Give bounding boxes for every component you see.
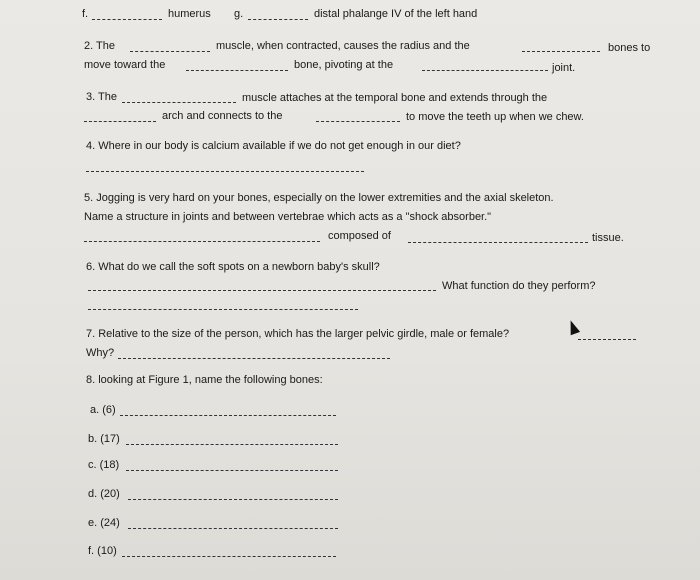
q3-line2-tail: to move the teeth up when we chew. — [406, 111, 584, 123]
q2-line2-tail: joint. — [552, 62, 576, 74]
q5-composed: composed of — [328, 230, 391, 242]
line-f-answer: humerus — [168, 8, 211, 20]
q8-item: d. (20) — [88, 488, 120, 500]
blank-line[interactable] — [126, 444, 338, 445]
q3-line2-mid: arch and connects to the — [162, 110, 283, 122]
blank-line[interactable] — [88, 309, 358, 310]
q3-lead: 3. The — [86, 91, 117, 103]
blank-line[interactable] — [86, 171, 364, 172]
line-g-label: g. — [234, 8, 244, 20]
blank-line[interactable] — [128, 528, 338, 529]
q2-line2-lead: move toward the — [84, 59, 166, 71]
q8-item: c. (18) — [88, 459, 120, 471]
q8-item: a. (6) — [90, 404, 116, 416]
blank-line[interactable] — [316, 121, 400, 122]
blank-line[interactable] — [84, 241, 320, 242]
q6-text: 6. What do we call the soft spots on a newborn baby's skull? — [86, 261, 380, 273]
blank-line[interactable] — [128, 499, 338, 500]
blank-line[interactable] — [126, 470, 338, 471]
mouse-pointer-icon — [566, 319, 580, 336]
q8-text: 8. looking at Figure 1, name the following bones: — [86, 374, 323, 386]
q2-tail: bones to — [608, 42, 651, 54]
q5-line2: Name a structure in joints and between vertebrae which acts as a "shock absorber." — [84, 211, 492, 223]
q5-tissue: tissue. — [592, 232, 624, 244]
blank-line[interactable] — [422, 70, 548, 71]
blank-line[interactable] — [118, 358, 390, 359]
blank-line[interactable] — [84, 121, 156, 122]
q2-line2-mid: bone, pivoting at the — [294, 59, 394, 71]
q2-lead: 2. The — [84, 40, 115, 52]
q2-mid: muscle, when contracted, causes the radius and the — [216, 40, 470, 52]
blank-line[interactable] — [122, 102, 236, 103]
blank-line[interactable] — [88, 290, 436, 291]
blank-line[interactable] — [408, 242, 588, 243]
blank-line[interactable] — [522, 51, 600, 52]
blank-line[interactable] — [92, 19, 162, 20]
blank-line[interactable] — [248, 19, 308, 20]
q5-line1: 5. Jogging is very hard on your bones, especially on the lower extremities and the axial skeleton. — [84, 192, 554, 204]
line-g-answer: distal phalange IV of the left hand — [314, 8, 478, 20]
blank-line[interactable] — [130, 51, 210, 52]
q7-why: Why? — [86, 347, 115, 359]
line-f-label: f. — [82, 8, 89, 20]
blank-line[interactable] — [120, 415, 336, 416]
q4-text: 4. Where in our body is calcium available if we do not get enough in our diet? — [86, 140, 461, 152]
blank-line[interactable] — [578, 339, 636, 340]
q7-text: 7. Relative to the size of the person, which has the larger pelvic girdle, male or female? — [86, 328, 510, 340]
q3-mid: muscle attaches at the temporal bone and extends through the — [242, 92, 548, 104]
blank-line[interactable] — [122, 556, 336, 557]
q8-item: b. (17) — [88, 433, 120, 445]
q8-item: f. (10) — [88, 545, 117, 557]
blank-line[interactable] — [186, 70, 288, 71]
q6-function: What function do they perform? — [442, 280, 596, 292]
q8-item: e. (24) — [88, 517, 120, 529]
